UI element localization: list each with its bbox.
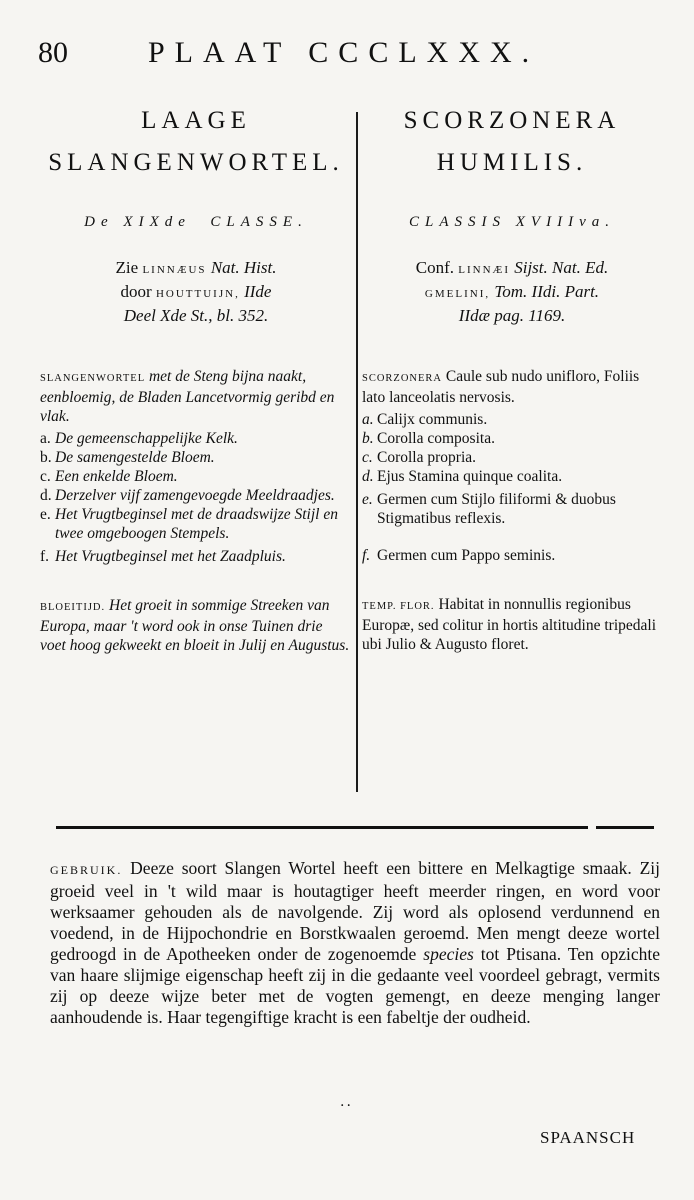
latin-ref-editor: GMELINI, bbox=[424, 288, 491, 300]
part-text: Het Vrugtbeginsel met het Zaadpluis. bbox=[55, 548, 286, 565]
dutch-desc-text: met de Steng bijna naakt, eenbloemig, de Bladen Lancetvormig geribd en vlak. bbox=[40, 368, 335, 425]
part-letter: a. bbox=[362, 411, 374, 428]
part-text: De gemeenschappelijke Kelk. bbox=[55, 430, 238, 447]
catchword: SPAANSCH bbox=[540, 1128, 636, 1147]
dutch-ref-work: Nat. Hist. bbox=[210, 258, 277, 277]
ornament-dots: .. bbox=[340, 1094, 353, 1110]
latin-flowering bbox=[362, 595, 662, 654]
section-rule-short bbox=[596, 826, 654, 829]
list-item bbox=[40, 467, 352, 486]
usage-paragraph bbox=[50, 858, 660, 1028]
latin-desc-text: Caule sub nudo unifloro, Foliis lato lanceolatis nervosis. bbox=[362, 368, 640, 406]
dutch-classe-word: CLASSE. bbox=[210, 214, 308, 230]
part-text: Germen cum Pappo seminis. bbox=[377, 547, 556, 564]
latin-ref-volume: IIdæ pag. 1169. bbox=[458, 306, 566, 325]
list-item bbox=[362, 546, 662, 565]
part-letter: b. bbox=[362, 430, 374, 447]
latin-column bbox=[362, 100, 662, 654]
part-text: Ejus Stamina quinque coalita. bbox=[377, 468, 563, 485]
part-text: Corolla composita. bbox=[377, 430, 495, 447]
list-item bbox=[362, 410, 662, 429]
list-item bbox=[362, 467, 662, 486]
list-item bbox=[40, 429, 352, 448]
list-item bbox=[40, 547, 352, 566]
part-text: Corolla propria. bbox=[377, 449, 477, 466]
dutch-ref-editor: HOUTTUIJN, bbox=[155, 288, 240, 300]
latin-name-line2: HUMILIS. bbox=[436, 149, 588, 176]
part-letter: f. bbox=[362, 547, 371, 564]
part-text: Derzelver vijf zamengevoegde Meeldraadjes. bbox=[55, 487, 335, 504]
dutch-name-line1: LAAGE bbox=[141, 107, 251, 134]
latin-classe: CLASSIS XVIIIva. bbox=[409, 214, 615, 230]
usage-text-part1: Deeze soort Slangen Wortel heeft een bittere en Melkagtige smaak. Zij groeid veel in 't wild maar is houtagtiger heeft meerder ringen, en word voor werksaamer gehouden als de navolgende. Zij word als oplosend verdunnend en voedend, in de Hijpochondrie en Borstkwaalen geroemd. Men mengt deeze wortel gedroogd in de Apotheeken onder de zogenoemde bbox=[50, 858, 661, 964]
usage-species: species bbox=[423, 944, 474, 964]
list-item bbox=[40, 486, 352, 505]
list-item bbox=[362, 429, 662, 448]
latin-parts-list bbox=[362, 410, 662, 565]
latin-description bbox=[362, 367, 662, 407]
list-item bbox=[362, 448, 662, 467]
part-text: Een enkelde Bloem. bbox=[55, 468, 178, 485]
dutch-flor-text: Het groeit in sommige Streeken van Europa, maar 't word ook in onse Tuinen drie voet hoog gekweekt en bloeit in Julij en Augustus. bbox=[40, 597, 350, 654]
dutch-reference bbox=[40, 257, 352, 327]
dutch-classe bbox=[40, 214, 352, 231]
dutch-flowering bbox=[40, 596, 352, 655]
dutch-ref-zie: Zie bbox=[115, 258, 139, 277]
usage-text-part2: tot Ptisana. Ten opzichte van haare slijmige eigenschap heeft zij in die gedaante veel voordeel gebragt, vermits zij op deeze wijze beter met de vogten gemengt, en deeze menging langer aanhoudende is. Haar tegengiftige kracht is een fabeltje der oudheid. bbox=[50, 944, 660, 1027]
section-rule bbox=[56, 826, 588, 829]
list-item bbox=[40, 448, 352, 467]
dutch-name-line2: SLANGENWORTEL. bbox=[48, 149, 344, 176]
dutch-column bbox=[40, 100, 352, 655]
latin-name-line1: SCORZONERA bbox=[403, 107, 621, 134]
dutch-ref-volume: Deel Xde St., bl. 352. bbox=[123, 306, 269, 325]
latin-reference bbox=[362, 257, 662, 327]
latin-ref-conf: Conf. bbox=[415, 258, 455, 277]
part-letter: e. bbox=[362, 491, 373, 508]
latin-flor-text: Habitat in nonnullis regionibus Europæ, sed colitur in hortis altitudine tripedali ubi Julio & Augusto floret. bbox=[362, 596, 657, 653]
part-letter: c. bbox=[40, 468, 51, 485]
dutch-parts-list bbox=[40, 429, 352, 566]
plate-title: PLAAT CCCLXXX. bbox=[148, 36, 540, 69]
page-header bbox=[38, 36, 674, 76]
part-text: Het Vrugtbeginsel met de draadswijze Stijl en twee omgeboogen Stempels. bbox=[55, 506, 338, 542]
list-item bbox=[40, 505, 352, 543]
latin-ref-author: LINNÆI bbox=[458, 264, 510, 276]
part-letter: b. bbox=[40, 449, 52, 466]
latin-ref-work: Sijst. Nat. Ed. bbox=[514, 258, 609, 277]
latin-ref-part: Tom. IIdi. Part. bbox=[494, 282, 600, 301]
part-letter: f. bbox=[40, 548, 50, 565]
part-letter: e. bbox=[40, 506, 51, 523]
latin-desc-genus: SCORZONERA bbox=[362, 373, 443, 384]
part-letter: d. bbox=[362, 468, 374, 485]
part-letter: c. bbox=[362, 449, 373, 466]
dutch-ref-author: LINNÆUS bbox=[142, 264, 207, 276]
dutch-description bbox=[40, 367, 352, 426]
part-text: Germen cum Stijlo filiformi & duobus Stigmatibus reflexis. bbox=[377, 491, 616, 527]
column-divider bbox=[356, 112, 358, 792]
dutch-desc-genus: SLANGENWORTEL bbox=[40, 373, 146, 384]
usage-label: GEBRUIK. bbox=[50, 863, 123, 877]
part-text: De samengestelde Bloem. bbox=[55, 449, 215, 466]
list-item bbox=[362, 490, 662, 528]
latin-flor-label: TEMP. FLOR. bbox=[362, 601, 435, 612]
page-number: 80 bbox=[38, 36, 68, 69]
part-letter: d. bbox=[40, 487, 52, 504]
dutch-flor-label: BLOEITIJD. bbox=[40, 602, 106, 613]
dutch-classe-prefix: De XIXde bbox=[84, 214, 191, 230]
part-letter: a. bbox=[40, 430, 51, 447]
dutch-ref-part: IIde bbox=[244, 282, 272, 301]
dutch-ref-door: door bbox=[120, 282, 152, 301]
part-text: Calijx communis. bbox=[377, 411, 488, 428]
